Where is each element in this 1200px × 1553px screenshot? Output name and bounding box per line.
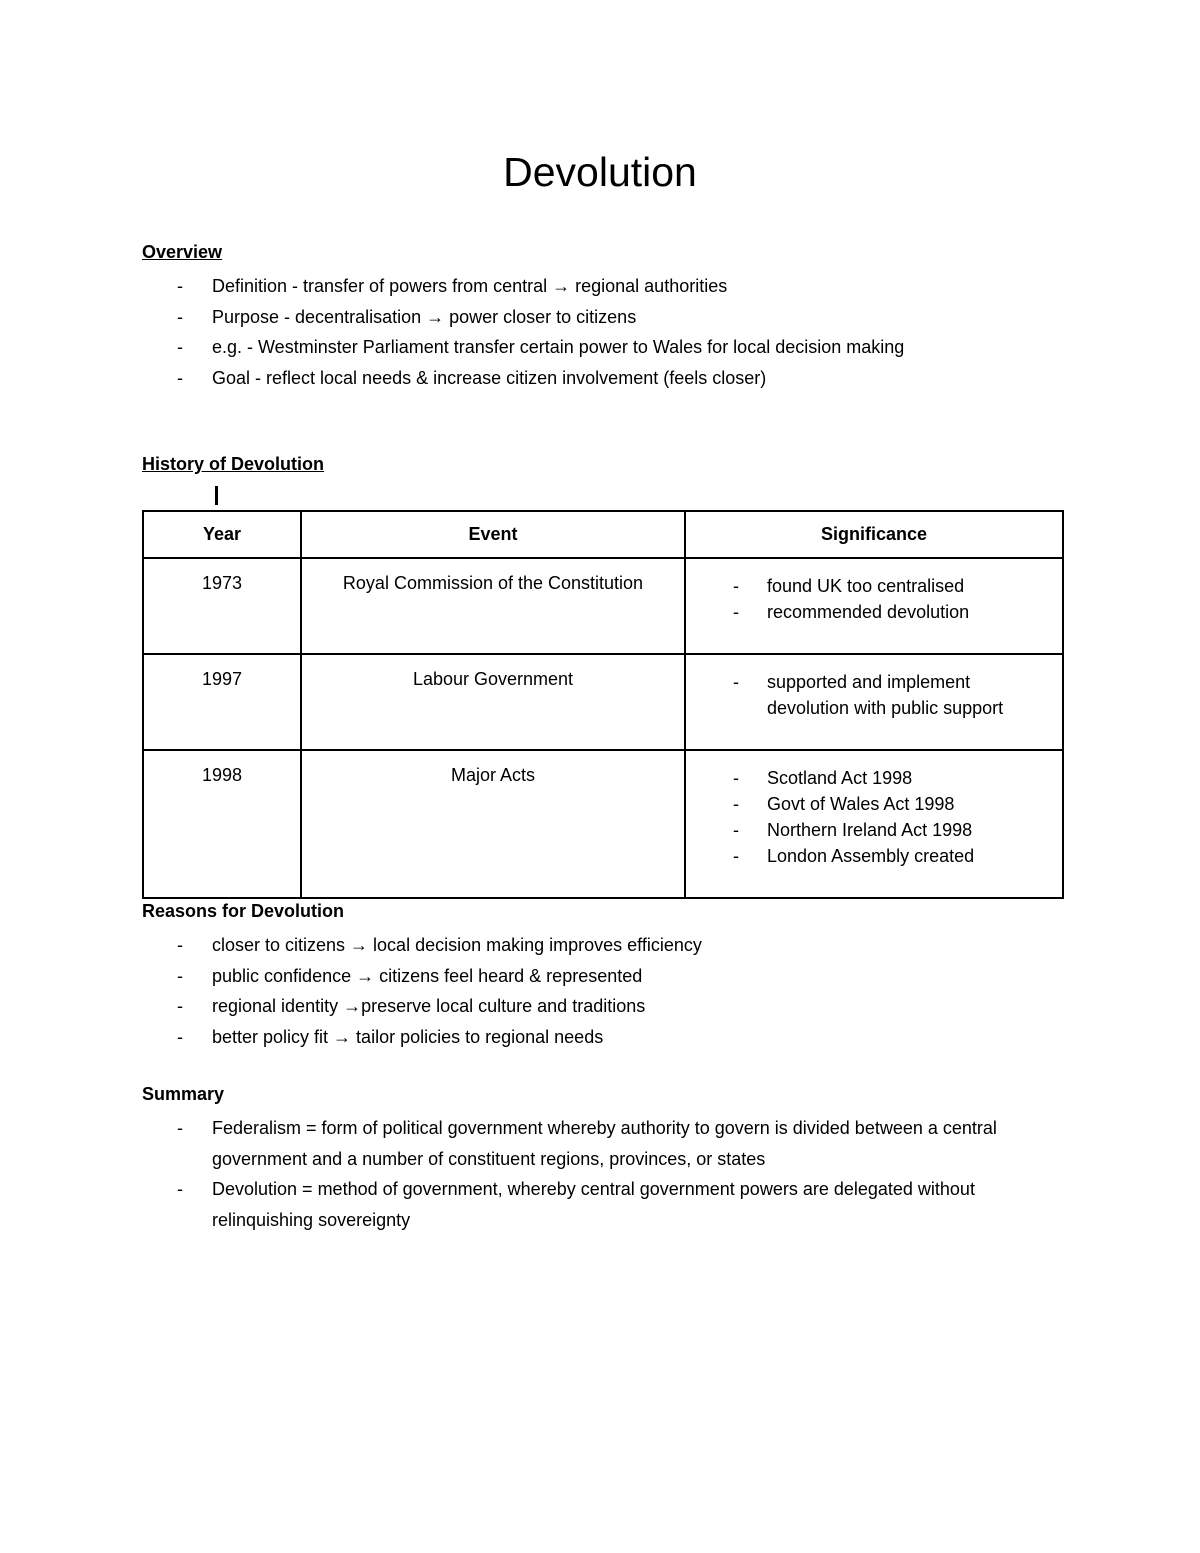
list-item: - supported and implement devolution with public support [686,669,1062,721]
list-item: - found UK too centralised [686,573,1062,599]
significance-list [686,669,1062,721]
summary-section [142,1082,1062,1235]
history-section [142,452,1062,476]
list-item: - recommended devolution [686,599,1062,625]
list-item: - e.g. - Westminster Parliament transfer certain power to Wales for local decision making [142,332,1062,363]
list-item: - Govt of Wales Act 1998 [686,791,1062,817]
summary-list [142,1113,1062,1235]
reasons-list [142,930,1062,1052]
cell-significance [685,750,1063,898]
cell-year: 1998 [143,750,301,898]
column-header-year: Year [143,511,301,558]
list-item: - Devolution = method of government, whereby central government powers are delegated without relinquishing sovereignty [142,1174,1062,1235]
list-item: - Definition - transfer of powers from central → regional authorities [142,271,1062,302]
list-item: - closer to citizens → local decision making improves efficiency [142,930,1062,961]
list-item: - Purpose - decentralisation → power closer to citizens [142,302,1062,333]
overview-section [142,240,1062,393]
overview-list [142,271,1062,393]
text-cursor-mark [215,486,218,505]
overview-heading: Overview [142,242,223,262]
reasons-heading: Reasons for Devolution [142,901,345,921]
cell-event: Royal Commission of the Constitution [301,558,685,654]
cell-significance [685,654,1063,750]
history-table [142,510,1064,899]
summary-heading: Summary [142,1084,225,1104]
reasons-section [142,899,1062,1052]
list-item: - Northern Ireland Act 1998 [686,817,1062,843]
list-item: - Goal - reflect local needs & increase citizen involvement (feels closer) [142,363,1062,394]
table-row [143,558,1063,654]
list-item: - regional identity →preserve local culture and traditions [142,991,1062,1022]
table-row [143,750,1063,898]
cell-year: 1997 [143,654,301,750]
history-heading: History of Devolution [142,454,325,474]
column-header-significance: Significance [685,511,1063,558]
significance-list [686,573,1062,625]
list-item: - London Assembly created [686,843,1062,869]
cell-year: 1973 [143,558,301,654]
cell-event: Major Acts [301,750,685,898]
table-row [143,654,1063,750]
cell-event: Labour Government [301,654,685,750]
list-item: - better policy fit → tailor policies to regional needs [142,1022,1062,1053]
cell-significance [685,558,1063,654]
document-title: Devolution [503,149,697,195]
list-item: - Federalism = form of political government whereby authority to govern is divided between a central government and a number of constituent regions, provinces, or states [142,1113,1062,1174]
list-item: - Scotland Act 1998 [686,765,1062,791]
column-header-event: Event [301,511,685,558]
table-header-row [143,511,1063,558]
significance-list [686,765,1062,869]
list-item: - public confidence → citizens feel heard & represented [142,961,1062,992]
